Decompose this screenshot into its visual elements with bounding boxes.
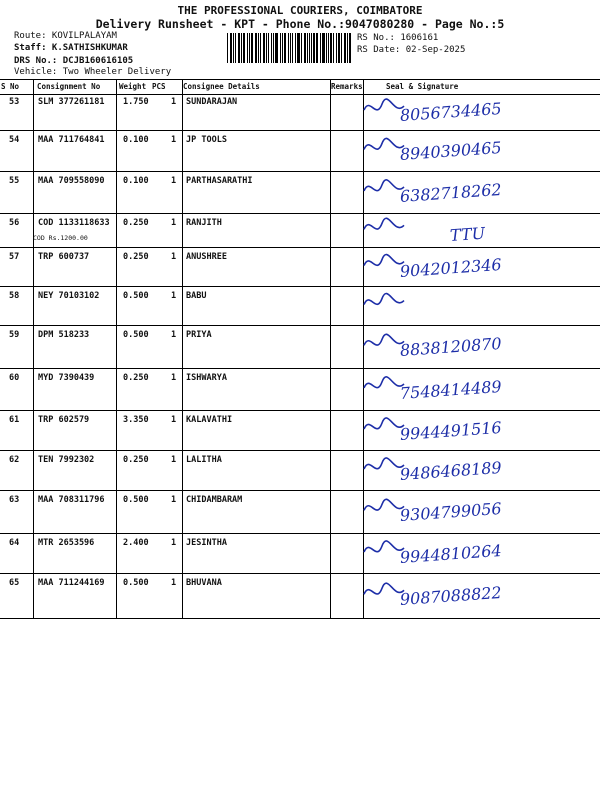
cell-consignee: RANJITH bbox=[186, 218, 222, 228]
barcode-bar bbox=[328, 33, 329, 63]
cell-pcs: 1 bbox=[171, 252, 177, 262]
signature-scribble bbox=[364, 418, 404, 429]
signature-scribble bbox=[364, 254, 404, 265]
cell-pcs: 1 bbox=[171, 578, 177, 588]
table-row bbox=[0, 451, 600, 491]
signature-phone: 9042012346 bbox=[399, 254, 503, 281]
rs-date: RS Date: 02-Sep-2025 bbox=[357, 45, 466, 55]
barcode-bar bbox=[238, 33, 241, 63]
cell-weight: 0.100 bbox=[123, 176, 149, 186]
cell-sno: 60 bbox=[9, 373, 20, 383]
barcode-bar bbox=[273, 33, 274, 63]
barcode-bar bbox=[255, 33, 258, 63]
cell-sno: 58 bbox=[9, 291, 20, 301]
cell-sno: 57 bbox=[9, 252, 20, 262]
drs-label: DRS No.: DCJB160616105 bbox=[14, 56, 134, 66]
cell-consignee: BABU bbox=[186, 291, 207, 301]
handwritten-signature bbox=[360, 574, 588, 618]
barcode-bar bbox=[290, 33, 292, 63]
cell-weight: 3.350 bbox=[123, 415, 149, 425]
barcode-bar bbox=[320, 33, 321, 63]
barcode-bar bbox=[301, 33, 302, 63]
handwritten-signature bbox=[360, 287, 588, 325]
col-consignment: Consignment No bbox=[37, 82, 101, 91]
cell-weight: 0.250 bbox=[123, 218, 149, 228]
cell-consignee: JESINTHA bbox=[186, 538, 227, 548]
handwritten-signature bbox=[360, 451, 588, 490]
table-row bbox=[0, 172, 600, 214]
barcode-bar bbox=[297, 33, 300, 63]
barcode-bar bbox=[247, 33, 248, 63]
barcode-bar bbox=[326, 33, 327, 63]
signature-scribble bbox=[364, 218, 404, 229]
handwritten-signature bbox=[360, 131, 588, 171]
barcode-bar bbox=[251, 33, 253, 63]
barcode-bar bbox=[241, 33, 242, 63]
barcode-bar bbox=[338, 33, 340, 63]
handwritten-signature bbox=[360, 172, 588, 213]
cod-amount: COD Rs.1200.00 bbox=[33, 234, 88, 242]
barcode-bar bbox=[263, 33, 265, 63]
route-label: Route: KOVILPALAYAM bbox=[14, 31, 117, 41]
staff-label: Staff: K.SATHISHKUMAR bbox=[14, 43, 128, 53]
barcode-bar bbox=[322, 33, 325, 63]
cell-consignment: MAA 708311796 bbox=[38, 495, 105, 505]
cell-consignee: CHIDAMBARAM bbox=[186, 495, 243, 505]
signature-phone: 8940390465 bbox=[399, 138, 503, 165]
cell-consignment: TRP 600737 bbox=[38, 252, 90, 262]
col-pcs: PCS bbox=[152, 82, 166, 91]
cell-weight: 0.500 bbox=[123, 578, 149, 588]
cell-sno: 55 bbox=[9, 176, 20, 186]
cell-sno: 64 bbox=[9, 538, 20, 548]
signature-phone: 7548414489 bbox=[399, 376, 503, 403]
barcode-bar bbox=[336, 33, 337, 63]
cell-pcs: 1 bbox=[171, 373, 177, 383]
cell-weight: 2.400 bbox=[123, 538, 149, 548]
barcode-bar bbox=[344, 33, 347, 63]
company-title: THE PROFESSIONAL COURIERS, COIMBATORE bbox=[177, 4, 423, 17]
cell-consignment: MAA 711764841 bbox=[38, 135, 105, 145]
barcode-bar bbox=[235, 33, 236, 63]
col-seal: Seal & Signature bbox=[386, 82, 459, 91]
cell-consignment: MAA 711244169 bbox=[38, 578, 105, 588]
barcode-bar bbox=[341, 33, 342, 63]
signature-phone: TTU bbox=[449, 223, 486, 245]
cell-pcs: 1 bbox=[171, 495, 177, 505]
signature-scribble bbox=[364, 499, 404, 510]
signature-phone: 9944810264 bbox=[399, 540, 503, 567]
cell-sno: 61 bbox=[9, 415, 20, 425]
cell-pcs: 1 bbox=[171, 330, 177, 340]
barcode-bar bbox=[266, 33, 267, 63]
barcode-bar bbox=[304, 33, 306, 63]
cell-weight: 0.100 bbox=[123, 135, 149, 145]
handwritten-signature bbox=[360, 326, 588, 368]
cell-consignment: TRP 602579 bbox=[38, 415, 90, 425]
barcode-bar bbox=[349, 33, 351, 63]
cell-consignee: PARTHASARATHI bbox=[186, 176, 253, 186]
cell-sno: 62 bbox=[9, 455, 20, 465]
col-weight: Weight bbox=[119, 82, 147, 91]
signature-phone: 9944491516 bbox=[399, 417, 503, 444]
signature-phone: 9304799056 bbox=[399, 498, 503, 526]
barcode-bar bbox=[316, 33, 318, 63]
cell-weight: 0.500 bbox=[123, 330, 149, 340]
barcode-bar bbox=[258, 33, 259, 63]
col-remarks: Remarks bbox=[331, 82, 363, 91]
cell-consignee: ISHWARYA bbox=[186, 373, 227, 383]
col-sno: S No bbox=[1, 82, 20, 91]
signature-scribble bbox=[364, 334, 404, 345]
cell-sno: 59 bbox=[9, 330, 20, 340]
signature-scribble bbox=[364, 458, 404, 469]
table-row bbox=[0, 574, 600, 619]
barcode-bar bbox=[268, 33, 269, 63]
barcode-bar bbox=[275, 33, 278, 63]
barcode-bar bbox=[233, 33, 234, 63]
cell-consignment: SLM 377261181 bbox=[38, 97, 105, 107]
cell-consignment: TEN 7992302 bbox=[38, 455, 95, 465]
table-row bbox=[0, 287, 600, 326]
signature-phone: 8838120870 bbox=[399, 333, 503, 361]
table-row bbox=[0, 411, 600, 451]
barcode-bar bbox=[330, 33, 332, 63]
handwritten-signature bbox=[360, 369, 588, 410]
cell-consignment: MAA 709558090 bbox=[38, 176, 105, 186]
barcode-bar bbox=[243, 33, 245, 63]
cell-sno: 65 bbox=[9, 578, 20, 588]
table-row bbox=[0, 534, 600, 574]
cell-consignee: SUNDARAJAN bbox=[186, 97, 238, 107]
barcode-bar bbox=[333, 33, 334, 63]
barcode-bar bbox=[230, 33, 232, 63]
signature-scribble bbox=[364, 99, 404, 110]
table-row bbox=[0, 131, 600, 172]
table-row bbox=[0, 491, 600, 534]
cell-pcs: 1 bbox=[171, 538, 177, 548]
handwritten-signature bbox=[360, 248, 588, 286]
handwritten-signature bbox=[360, 491, 588, 533]
rs-number: RS No.: 1606161 bbox=[357, 33, 439, 43]
signature-scribble bbox=[364, 180, 404, 191]
cell-weight: 0.500 bbox=[123, 291, 149, 301]
runsheet-subtitle: Delivery Runsheet - KPT - Phone No.:9047080280 - Page No.:5 bbox=[95, 17, 505, 31]
cell-consignee: LALITHA bbox=[186, 455, 222, 465]
cell-sno: 56 bbox=[9, 218, 20, 228]
vehicle-label: Vehicle: Two Wheeler Delivery bbox=[14, 67, 172, 77]
barcode-bar bbox=[280, 33, 281, 63]
signature-scribble bbox=[364, 377, 404, 388]
cell-pcs: 1 bbox=[171, 135, 177, 145]
cell-consignment: COD 1133118633 bbox=[38, 218, 110, 228]
barcode-bar bbox=[347, 33, 348, 63]
cell-weight: 1.750 bbox=[123, 97, 149, 107]
cell-consignee: BHUVANA bbox=[186, 578, 222, 588]
col-consignee: Consignee Details bbox=[183, 82, 260, 91]
cell-pcs: 1 bbox=[171, 415, 177, 425]
barcode-bar bbox=[227, 33, 228, 63]
barcode-bar bbox=[295, 33, 296, 63]
handwritten-signature bbox=[360, 93, 588, 130]
cell-consignment: MTR 2653596 bbox=[38, 538, 95, 548]
cell-consignee: KALAVATHI bbox=[186, 415, 233, 425]
cell-sno: 63 bbox=[9, 495, 20, 505]
handwritten-signature bbox=[360, 534, 588, 573]
signature-phone: 9486468189 bbox=[399, 457, 503, 484]
barcode-bar bbox=[313, 33, 315, 63]
cell-consignment: NEY 70103102 bbox=[38, 291, 100, 301]
handwritten-signature bbox=[360, 411, 588, 450]
cell-weight: 0.500 bbox=[123, 495, 149, 505]
handwritten-signature bbox=[360, 214, 588, 247]
barcode-bar bbox=[288, 33, 289, 63]
signature-scribble bbox=[364, 541, 404, 552]
cell-consignment: DPM 518233 bbox=[38, 330, 90, 340]
table-row bbox=[0, 214, 600, 248]
signature-phone: 9087088822 bbox=[399, 582, 503, 609]
cell-consignee: JP TOOLS bbox=[186, 135, 227, 145]
signature-phone: 6382718262 bbox=[399, 179, 503, 206]
barcode-bar bbox=[309, 33, 310, 63]
cell-weight: 0.250 bbox=[123, 373, 149, 383]
cell-weight: 0.250 bbox=[123, 252, 149, 262]
cell-pcs: 1 bbox=[171, 176, 177, 186]
barcode-bar bbox=[260, 33, 261, 63]
barcode bbox=[227, 33, 353, 63]
signature-scribble bbox=[364, 583, 404, 594]
cell-pcs: 1 bbox=[171, 455, 177, 465]
cell-sno: 53 bbox=[9, 97, 20, 107]
cell-pcs: 1 bbox=[171, 97, 177, 107]
signature-phone: 8056734465 bbox=[399, 99, 503, 126]
table-row bbox=[0, 248, 600, 287]
table-row bbox=[0, 93, 600, 131]
table-row bbox=[0, 326, 600, 369]
barcode-bar bbox=[284, 33, 286, 63]
cell-pcs: 1 bbox=[171, 291, 177, 301]
barcode-bar bbox=[249, 33, 250, 63]
signature-scribble bbox=[364, 293, 404, 304]
cell-consignee: ANUSHREE bbox=[186, 252, 227, 262]
barcode-bar bbox=[282, 33, 283, 63]
barcode-bar bbox=[311, 33, 312, 63]
table-row bbox=[0, 369, 600, 411]
cell-pcs: 1 bbox=[171, 218, 177, 228]
cell-consignee: PRIYA bbox=[186, 330, 212, 340]
barcode-bar bbox=[307, 33, 308, 63]
signature-scribble bbox=[364, 138, 404, 149]
cell-weight: 0.250 bbox=[123, 455, 149, 465]
barcode-bar bbox=[271, 33, 273, 63]
cell-sno: 54 bbox=[9, 135, 20, 145]
cell-consignment: MYD 7390439 bbox=[38, 373, 95, 383]
barcode-bar bbox=[292, 33, 293, 63]
